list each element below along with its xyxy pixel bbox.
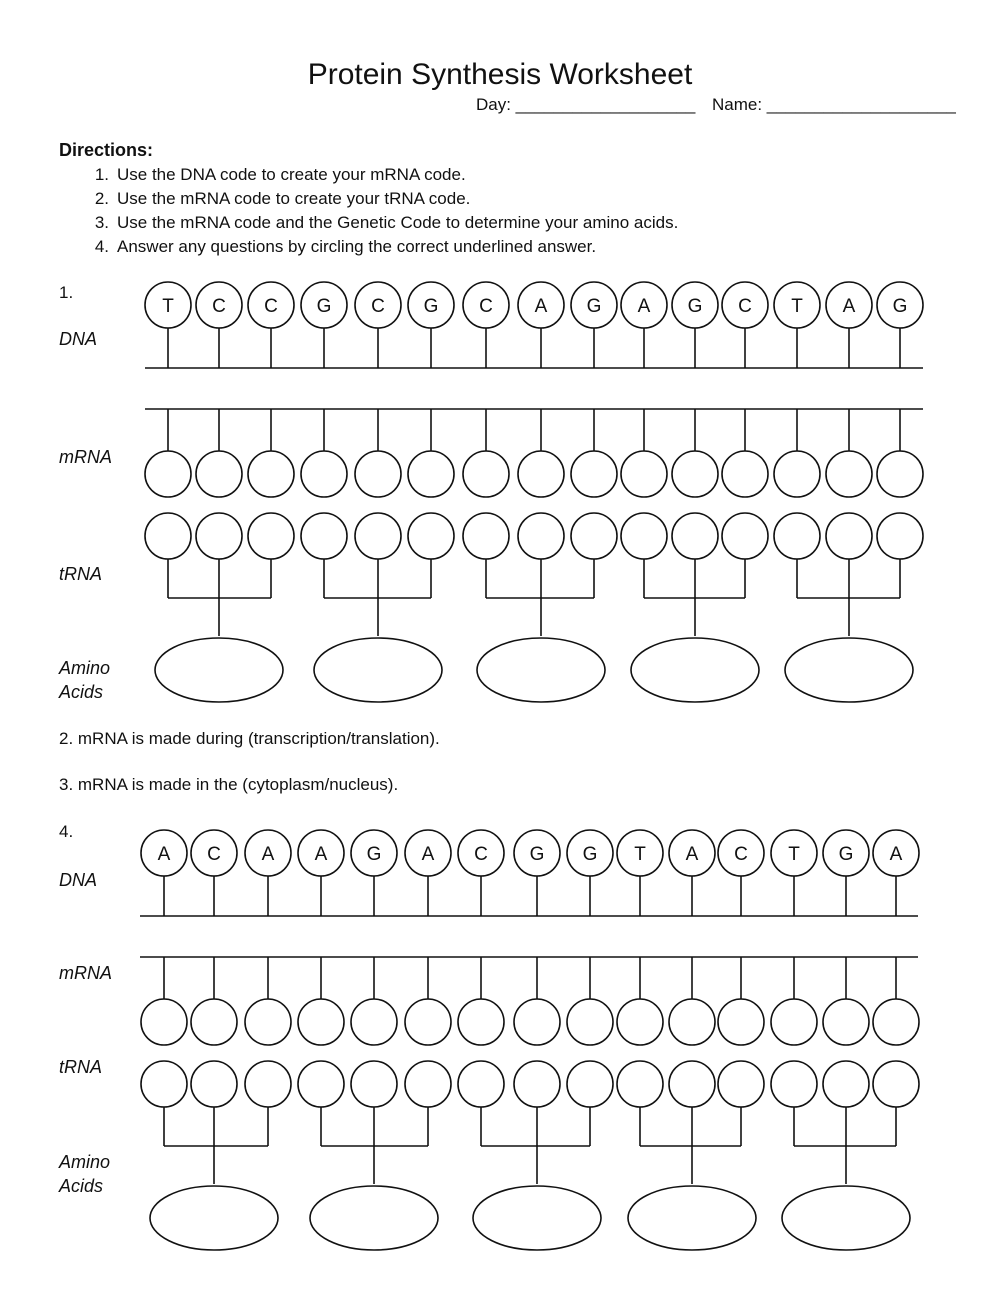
direction-item [59, 211, 678, 235]
mrna-base-circle [873, 999, 919, 1045]
amino-label-line2: Acids [59, 682, 104, 702]
mrna-base-circle [301, 451, 347, 497]
mrna-base-circle [408, 451, 454, 497]
trna-base-circle [567, 1061, 613, 1107]
mrna-base-circle [621, 451, 667, 497]
problem-4-number: 4. [59, 822, 74, 841]
direction-item [59, 163, 678, 187]
direction-item [59, 187, 678, 211]
trna-row-label: tRNA [59, 1057, 103, 1077]
trna-base-circle [145, 513, 191, 559]
amino-label-line2: Acids [59, 1176, 104, 1196]
dna-base-letter: A [637, 296, 651, 317]
dna-base-letter: T [788, 844, 800, 865]
trna-base-circle [298, 1061, 344, 1107]
question-2: 2. mRNA is made during (transcription/translation). [59, 729, 440, 748]
dna-base-letter: C [734, 844, 748, 865]
direction-text: Use the mRNA code to create your tRNA code. [117, 189, 471, 208]
mrna-row-label: mRNA [59, 963, 112, 983]
direction-number: 3. [94, 213, 109, 232]
dna-base-letter: T [634, 844, 646, 865]
trna-base-circle [823, 1061, 869, 1107]
trna-base-circle [621, 513, 667, 559]
trna-base-circle [774, 513, 820, 559]
mrna-base-circle [514, 999, 560, 1045]
mrna-base-circle [463, 451, 509, 497]
amino-label-line1: Amino [59, 658, 111, 678]
mrna-base-circle [669, 999, 715, 1045]
trna-base-circle [571, 513, 617, 559]
mrna-base-circle [877, 451, 923, 497]
amino-acid-oval [473, 1186, 601, 1250]
day-field[interactable]: Day: ___________________ [476, 95, 696, 114]
trna-base-circle [617, 1061, 663, 1107]
dna-base-letter: G [687, 296, 703, 317]
dna-base-letter: A [889, 844, 903, 865]
mrna-base-circle [823, 999, 869, 1045]
worksheet-title: Protein Synthesis Worksheet [307, 58, 693, 91]
trna-base-circle [351, 1061, 397, 1107]
trna-base-circle [463, 513, 509, 559]
problem-1-diagram [0, 278, 1000, 708]
dna-row-label: DNA [59, 329, 98, 349]
trna-base-circle [196, 513, 242, 559]
mrna-base-circle [196, 451, 242, 497]
dna-base-letter: A [534, 296, 548, 317]
trna-base-circle [458, 1061, 504, 1107]
trna-base-circle [245, 1061, 291, 1107]
trna-base-circle [722, 513, 768, 559]
mrna-base-circle [191, 999, 237, 1045]
trna-base-circle [141, 1061, 187, 1107]
directions-list [59, 163, 678, 259]
trna-base-circle [718, 1061, 764, 1107]
dna-base-letter: G [529, 844, 545, 865]
mrna-base-circle [672, 451, 718, 497]
question-3: 3. mRNA is made in the (cytoplasm/nucleus). [59, 775, 399, 794]
dna-base-letter: C [264, 296, 278, 317]
name-field[interactable]: Name: ____________________ [712, 95, 956, 114]
dna-base-letter: A [685, 844, 699, 865]
direction-text: Use the DNA code to create your mRNA code. [117, 165, 466, 184]
trna-base-circle [826, 513, 872, 559]
dna-base-letter: G [423, 296, 439, 317]
dna-row-label: DNA [59, 870, 98, 890]
trna-base-circle [248, 513, 294, 559]
dna-base-letter: A [314, 844, 328, 865]
dna-base-letter: G [582, 844, 598, 865]
trna-base-circle [669, 1061, 715, 1107]
mrna-base-circle [567, 999, 613, 1045]
mrna-base-circle [405, 999, 451, 1045]
dna-base-letter: G [586, 296, 602, 317]
mrna-base-circle [298, 999, 344, 1045]
mrna-base-circle [826, 451, 872, 497]
amino-acid-oval [310, 1186, 438, 1250]
direction-number: 2. [94, 189, 109, 208]
trna-base-circle [873, 1061, 919, 1107]
amino-acid-oval [155, 638, 283, 702]
mrna-row-label: mRNA [59, 447, 112, 467]
mrna-base-circle [617, 999, 663, 1045]
amino-acid-oval [628, 1186, 756, 1250]
amino-acid-oval [631, 638, 759, 702]
problem-4-diagram [0, 826, 1000, 1256]
directions-heading: Directions: [59, 140, 154, 160]
trna-base-circle [672, 513, 718, 559]
direction-number: 4. [94, 237, 109, 256]
trna-base-circle [514, 1061, 560, 1107]
mrna-base-circle [245, 999, 291, 1045]
mrna-base-circle [774, 451, 820, 497]
dna-base-letter: A [261, 844, 275, 865]
mrna-base-circle [145, 451, 191, 497]
direction-item [59, 235, 678, 259]
dna-base-letter: T [791, 296, 803, 317]
dna-base-letter: C [479, 296, 493, 317]
direction-text: Answer any questions by circling the correct underlined answer. [117, 237, 597, 256]
mrna-base-circle [458, 999, 504, 1045]
dna-base-letter: G [892, 296, 908, 317]
dna-base-letter: C [474, 844, 488, 865]
dna-base-letter: C [212, 296, 226, 317]
direction-text: Use the mRNA code and the Genetic Code to determine your amino acids. [117, 213, 679, 232]
dna-base-letter: G [366, 844, 382, 865]
dna-base-letter: C [371, 296, 385, 317]
trna-base-circle [877, 513, 923, 559]
mrna-base-circle [771, 999, 817, 1045]
trna-base-circle [408, 513, 454, 559]
dna-base-letter: A [421, 844, 435, 865]
trna-base-circle [355, 513, 401, 559]
amino-acid-oval [782, 1186, 910, 1250]
trna-row-label: tRNA [59, 564, 103, 584]
amino-acid-oval [785, 638, 913, 702]
amino-label-line1: Amino [59, 1152, 111, 1172]
direction-number: 1. [94, 165, 109, 184]
trna-base-circle [191, 1061, 237, 1107]
mrna-base-circle [718, 999, 764, 1045]
trna-base-circle [771, 1061, 817, 1107]
mrna-base-circle [248, 451, 294, 497]
dna-base-letter: A [157, 844, 171, 865]
dna-base-letter: C [738, 296, 752, 317]
trna-base-circle [518, 513, 564, 559]
dna-base-letter: G [838, 844, 854, 865]
amino-acid-oval [314, 638, 442, 702]
trna-base-circle [301, 513, 347, 559]
amino-acid-oval [150, 1186, 278, 1250]
mrna-base-circle [141, 999, 187, 1045]
dna-base-letter: G [316, 296, 332, 317]
mrna-base-circle [518, 451, 564, 497]
mrna-base-circle [355, 451, 401, 497]
amino-acid-oval [477, 638, 605, 702]
mrna-base-circle [351, 999, 397, 1045]
trna-base-circle [405, 1061, 451, 1107]
dna-base-letter: T [162, 296, 174, 317]
dna-base-letter: A [842, 296, 856, 317]
mrna-base-circle [571, 451, 617, 497]
dna-base-letter: C [207, 844, 221, 865]
problem-1-number: 1. [59, 283, 74, 302]
mrna-base-circle [722, 451, 768, 497]
